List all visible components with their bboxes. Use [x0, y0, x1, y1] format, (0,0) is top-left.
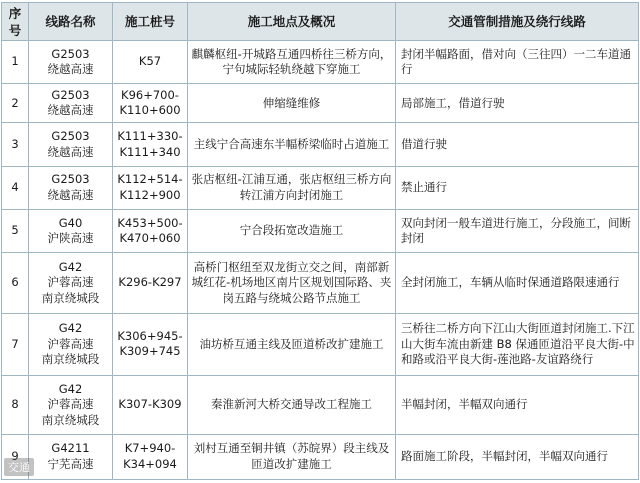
- row-stake: [113, 166, 188, 209]
- route-line: 南京绕城段: [41, 412, 100, 427]
- header-route: 线路名称: [29, 3, 113, 41]
- row-traffic: 双向封闭一般车道进行施工，分段施工，间断封闭: [396, 210, 639, 253]
- row-route: [29, 166, 113, 209]
- row-route: [29, 84, 113, 123]
- row-traffic: 禁止通行: [396, 166, 639, 209]
- route-line: 绕越高速: [47, 144, 94, 159]
- row-stake: [113, 123, 188, 166]
- row-traffic: 半幅封闭，半幅双向通行: [396, 375, 639, 434]
- table-body: [2, 41, 639, 480]
- stake-line: K112+900: [119, 187, 181, 202]
- stake-line: K296-K297: [118, 275, 182, 290]
- row-route: [29, 314, 113, 376]
- row-route: [29, 434, 113, 479]
- header-stake: 施工桩号: [113, 3, 188, 41]
- stake-line: K110+600: [119, 103, 181, 118]
- stake-line: K309+745: [119, 344, 181, 359]
- row-route: [29, 375, 113, 434]
- stake-line: K112+514-: [117, 172, 183, 187]
- row-seq: 5: [2, 210, 29, 253]
- row-location: 麒麟枢纽-开城路互通四桥往三桥方向，宁句城际轻轨绕越下穿施工: [188, 41, 396, 84]
- stake-line: K470+060: [119, 231, 181, 246]
- table-row: [2, 123, 639, 166]
- route-line: 绕越高速: [47, 187, 94, 202]
- row-route: [29, 123, 113, 166]
- row-route: [29, 41, 113, 84]
- row-traffic: 借道行驶: [396, 123, 639, 166]
- row-seq: 1: [2, 41, 29, 84]
- row-location: 高桥门枢纽至双龙街立交之间，南部新城红花-机场地区南片区规划国际路、夹岗五路与绕城公路节点施工: [188, 253, 396, 314]
- header-traffic: 交通管制措施及绕行线路: [396, 3, 639, 41]
- route-line: 沪蓉高速: [47, 336, 94, 351]
- row-location: 宁合段拓宽改造施工: [188, 210, 396, 253]
- route-line: G42: [58, 321, 83, 336]
- route-line: G40: [58, 215, 83, 230]
- route-line: G4211: [51, 441, 90, 456]
- route-line: G2503: [51, 129, 90, 144]
- row-stake: [113, 253, 188, 314]
- row-stake: [113, 210, 188, 253]
- row-stake: [113, 375, 188, 434]
- table-row: [2, 84, 639, 123]
- row-seq: 4: [2, 166, 29, 209]
- row-location: 伸缩缝维修: [188, 84, 396, 123]
- row-route: [29, 253, 113, 314]
- row-traffic: 封闭半幅路面，借对向（三往四）一二车道通行: [396, 41, 639, 84]
- stake-line: K111+330-: [117, 129, 183, 144]
- stake-line: K7+940-: [124, 441, 176, 456]
- route-line: 沪蓉高速: [47, 275, 94, 290]
- route-line: 沪蓉高速: [47, 397, 94, 412]
- table-row: [2, 434, 639, 479]
- header-location: 施工地点及概况: [188, 3, 396, 41]
- stake-line: K307-K309: [118, 397, 182, 412]
- row-route: [29, 210, 113, 253]
- row-seq: 7: [2, 314, 29, 376]
- row-stake: [113, 434, 188, 479]
- stake-line: K57: [138, 54, 162, 69]
- stake-line: K96+700-: [121, 87, 179, 102]
- row-traffic: 全封闭施工，车辆从临时保通道路限速通行: [396, 253, 639, 314]
- table-row: [2, 375, 639, 434]
- table-row: [2, 253, 639, 314]
- stake-line: K306+945-: [117, 328, 183, 343]
- row-location: 张店枢纽-江浦互通，张店枢纽三桥方向转江浦方向封闭施工: [188, 166, 396, 209]
- route-line: 绕越高速: [47, 62, 94, 77]
- row-traffic: 三桥往二桥方向下江山大街匝道封闭施工.下江山大街车流由新建 B8 保通匝道沿平良大街-中和路或沿平良大街-莲池路-友谊路绕行: [396, 314, 639, 376]
- route-line: 绕越高速: [47, 103, 94, 118]
- row-traffic: 路面施工阶段，半幅封闭，半幅双向通行: [396, 434, 639, 479]
- route-line: 南京绕城段: [41, 352, 100, 367]
- route-line: 沪陕高速: [47, 231, 94, 246]
- stake-line: K34+094: [123, 456, 177, 471]
- table-row: [2, 41, 639, 84]
- row-location: 油坊桥互通主线及匝道桥改扩建施工: [188, 314, 396, 376]
- route-line: G2503: [51, 172, 90, 187]
- table-row: [2, 314, 639, 376]
- row-stake: [113, 314, 188, 376]
- row-location: 主线宁合高速东半幅桥梁临时占道施工: [188, 123, 396, 166]
- route-line: G2503: [51, 87, 90, 102]
- stake-line: K453+500-: [117, 215, 183, 230]
- row-traffic: 局部施工，借道行驶: [396, 84, 639, 123]
- route-line: 南京绕城段: [41, 290, 100, 305]
- row-seq: 9: [2, 434, 29, 479]
- table-row: [2, 210, 639, 253]
- route-line: 宁芜高速: [47, 456, 94, 471]
- traffic-control-table: [1, 2, 639, 480]
- row-location: 刘村互通至铜井镇（苏皖界）段主线及匝道改扩建施工: [188, 434, 396, 479]
- header-seq: 序号: [2, 3, 29, 41]
- route-line: G2503: [51, 46, 90, 61]
- row-seq: 6: [2, 253, 29, 314]
- route-line: G42: [58, 381, 83, 396]
- row-stake: [113, 84, 188, 123]
- row-stake: [113, 41, 188, 84]
- row-location: 秦淮新河大桥交通导改工程施工: [188, 375, 396, 434]
- watermark: 交通: [4, 458, 34, 476]
- table-row: [2, 166, 639, 209]
- stake-line: K111+340: [119, 144, 181, 159]
- route-line: G42: [58, 259, 83, 274]
- row-seq: 3: [2, 123, 29, 166]
- row-seq: 8: [2, 375, 29, 434]
- header-row: [2, 3, 639, 41]
- row-seq: 2: [2, 84, 29, 123]
